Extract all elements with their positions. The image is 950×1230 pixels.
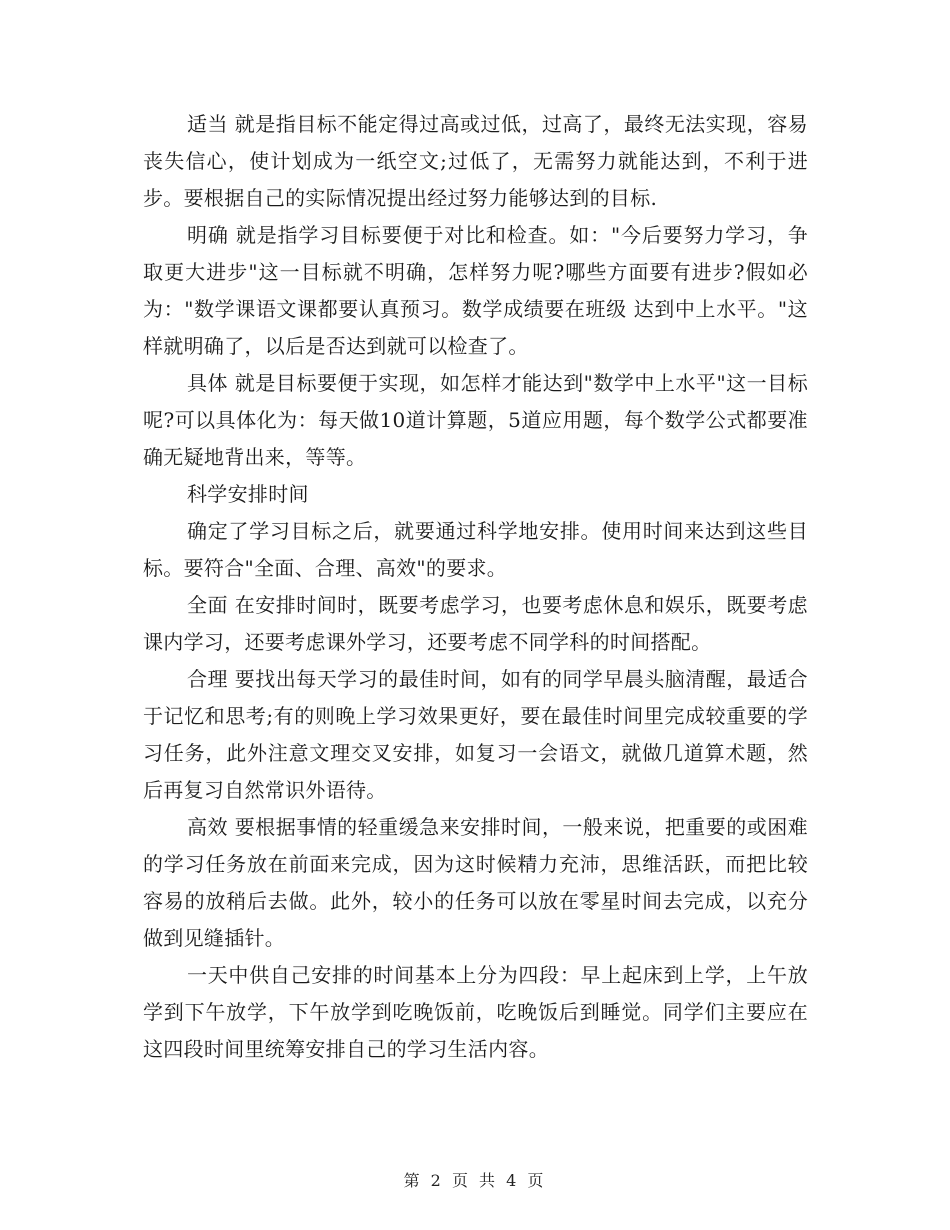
page-number-footer: 第 2 页 共 4 页 [403,1171,547,1190]
paragraph-efficient: 高效 要根据事情的轻重缓急来安排时间，一般来说，把重要的或困难的学习任务放在前面来完成，因为这时候精力充沛，思维活跃，而把比较容易的放稍后去做。此外，较小的任务可以放在零星时间去完成，以充分做到见缝插针。 [143,815,808,950]
paragraph-reasonable: 合理 要找出每天学习的最佳时间，如有的同学早晨头脑清醒，最适合于记忆和思考;有的则晚上学习效果更好，要在最佳时间里完成较重要的学习任务，此外注意文理交叉安排，如复习一会语文，就做几道算术题，然后再复习自然常识外语待。 [143,667,808,802]
paragraph-clear: 明确 就是指学习目标要便于对比和检查。如："今后要努力学习，争取更大进步"这一目标就不明确，怎样努力呢?哪些方面要有进步?假如必为："数学课语文课都要认真预习。数学成绩要在班级 达到中上水平。"这样就明确了，以后是否达到就可以检查了。 [143,223,808,358]
paragraph-concrete: 具体 就是目标要便于实现，如怎样才能达到"数学中上水平"这一目标呢?可以具体化为：每天做10道计算题，5道应用题，每个数学公式都要准确无疑地背出来，等等。 [143,371,808,469]
paragraph-comprehensive: 全面 在安排时间时，既要考虑学习，也要考虑休息和娱乐，既要考虑课内学习，还要考虑课外学习，还要考虑不同学科的时间搭配。 [143,593,808,654]
document-body [143,106,808,1068]
paragraph-appropriate: 适当 就是指目标不能定得过高或过低，过高了，最终无法实现，容易丧失信心，使计划成为一纸空文;过低了，无需努力就能达到，不利于进步。要根据自己的实际情况提出经过努力能够达到的目标. [143,112,808,210]
section-heading: 科学安排时间 [187,482,309,506]
paragraph-four-periods: 一天中供自己安排的时间基本上分为四段：早上起床到上学，上午放学到下午放学，下午放学到吃晚饭前，吃晚饭后到睡觉。同学们主要应在这四段时间里统筹安排自己的学习生活内容。 [143,963,808,1061]
paragraph-intro-time: 确定了学习目标之后，就要通过科学地安排。使用时间来达到这些目标。要符合"全面、合理、高效"的要求。 [143,519,808,580]
